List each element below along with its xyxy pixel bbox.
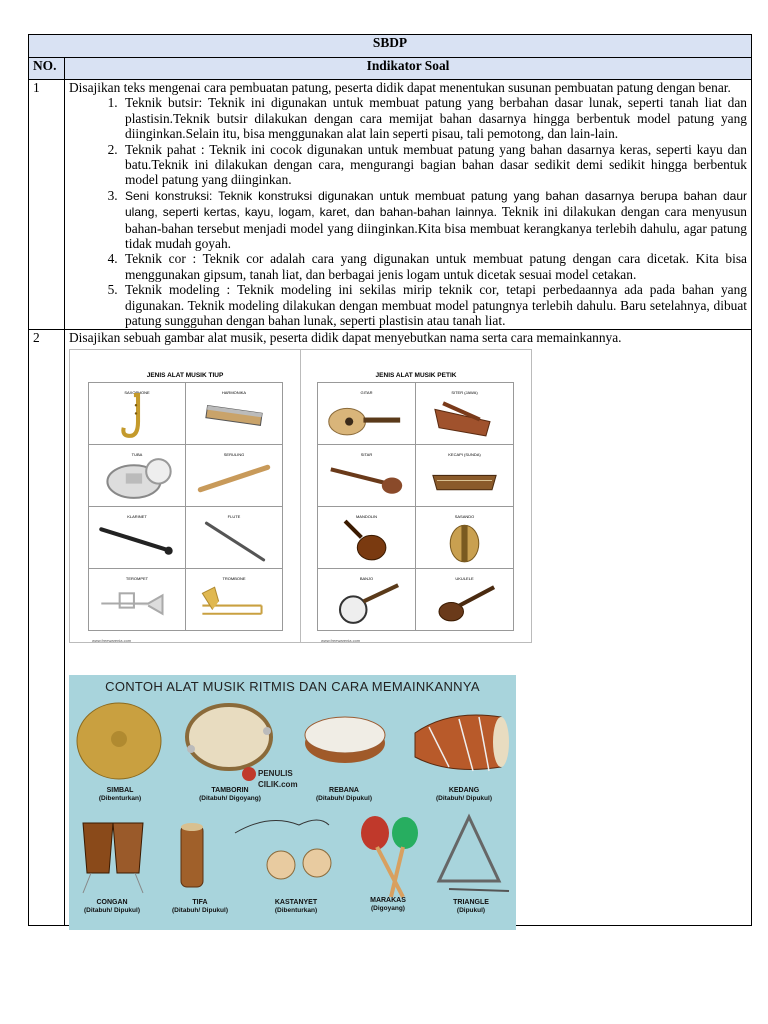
cymbal-icon <box>77 703 161 779</box>
table-row <box>29 329 752 925</box>
row-number: 1 <box>29 80 65 330</box>
string-instruments-image <box>300 349 532 643</box>
list-item: 2. Teknik pahat : Teknik ini cocok digunakan untuk membuat patung yang bahan dasarnya keras, seperti kayu dan batu.Teknik ini dilakukan dengan cara, mengurangi bagian bahan dasar sedikit demi sedikit hingga berbentuk model patung yang diinginkan. <box>121 142 747 188</box>
ukulele-icon <box>416 577 513 628</box>
tifa-label: TIFA (Ditabuh/ Dipukul) <box>172 898 228 914</box>
list-item-tail: Teknik ini dilakukan dengan cara menyusun bahan-bahan tersebut menjadi model yang diinginkan.Kita bisa membuat kerangkanya terlebih dahulu, agar patung tidak mudah goyah. <box>125 204 747 252</box>
terompet-cell: TEROMPET <box>89 569 186 631</box>
kedang-icon <box>415 715 509 771</box>
siter-cell: SITER (JAWA) <box>416 383 514 445</box>
tambourine-icon <box>187 705 271 769</box>
kastanyet-label: KASTANYET (Dibenturkan) <box>274 898 318 914</box>
conga-icon <box>83 823 143 893</box>
trombone-cell: TROMBONE <box>186 569 283 631</box>
tuba-icon <box>89 453 185 504</box>
row-intro: Disajikan teks mengenai cara pembuatan patung, peserta didik dapat menentukan susunan pembuatan patung dengan benar. <box>69 80 731 95</box>
indicator-table <box>28 34 752 926</box>
simbal-label: SIMBAL (Dibenturkan) <box>98 786 142 802</box>
pictures-area <box>69 345 747 925</box>
list-item-head: Seni konstruksi: Teknik konstruksi digunakan untuk membuat patung yang bahan dasarnya berupa bahan daur ulang, seperti kertas, kayu, logam, karet, dan bahan-bahan lainnya. <box>125 188 747 220</box>
congan-label: CONGAN (Ditabuh/ Dipukul) <box>84 898 140 914</box>
tifa-icon <box>181 823 203 887</box>
flute-bamboo-icon <box>186 453 282 504</box>
image-title: CONTOH ALAT MUSIK RITMIS DAN CARA MEMAINKANNYA <box>105 678 480 694</box>
wind-instruments-image <box>69 349 301 643</box>
banjo-icon <box>318 577 415 628</box>
maracas-icon <box>361 816 418 897</box>
string-grid <box>317 382 514 631</box>
tamborin-label: TAMBORIN (Ditabuh/ Digoyang) <box>199 786 261 802</box>
gitar-cell: GITAR <box>318 383 416 445</box>
technique-list <box>69 95 747 328</box>
tuba-cell: TUBA <box>89 445 186 507</box>
rebana-icon <box>305 717 385 763</box>
castanets-icon <box>235 820 331 879</box>
wind-grid <box>88 382 283 631</box>
list-item: 4. Teknik cor : Teknik cor adalah cara yang digunakan untuk membuat patung dengan cara dicetak. Kita bisa menggunakan gipsum, tanah liat, dan berbagai jenis logam untuk dicetak sesuai model cetakan. <box>121 251 747 282</box>
mandolin-icon <box>318 515 415 566</box>
panel-title: JENIS ALAT MUSIK TIUP <box>146 371 224 379</box>
watermark: www.freewarenia.com <box>321 637 361 643</box>
rhythmic-instruments-image <box>69 675 516 930</box>
watermark: www.freewarenia.com <box>92 637 132 643</box>
penulis-cilik-logo: PENULIS CILIK.com <box>242 767 298 789</box>
panel-title: JENIS ALAT MUSIK PETIK <box>375 371 457 379</box>
flute-icon <box>186 515 282 566</box>
klarinet-cell: KLARINET <box>89 507 186 569</box>
marakas-label: MARAKAS (Digoyang) <box>370 896 406 912</box>
saxophone-cell: SAXOPHONE <box>89 383 186 445</box>
zither-icon <box>416 391 513 442</box>
mandolin-cell: MANDOLIN <box>318 507 416 569</box>
trumpet-icon <box>89 577 185 628</box>
kecapi-icon <box>416 453 513 504</box>
saxophone-icon <box>89 391 185 442</box>
table-row <box>29 80 752 330</box>
guitar-icon <box>318 391 415 442</box>
triangle-label: TRIANGLE (Dipukul) <box>453 898 489 914</box>
rebana-label: REBANA (Ditabuh/ Dipukul) <box>316 786 372 802</box>
list-item <box>121 188 747 252</box>
column-header-no: NO. <box>29 58 65 80</box>
sitar-cell: SITAR <box>318 445 416 507</box>
banjo-cell: BANJO <box>318 569 416 631</box>
table-title: SBDP <box>29 35 752 58</box>
column-header-indicator: Indikator Soal <box>65 58 752 80</box>
seruling-cell: SERULING <box>186 445 283 507</box>
triangle-icon <box>439 817 509 891</box>
harmonika-cell: HARMONIKA <box>186 383 283 445</box>
list-item: 1. Teknik butsir: Teknik ini digunakan untuk membuat patung yang berbahan dasar lunak, seperti tanah liat dan plastisin.Teknik butsir dilakukan dengan cara memijat bahan dasarnya hingga berbentuk model patung yang diinginkan.Selain itu, bisa menggunakan alat lain seperti pisau, tali pemotong, dan lain-lain. <box>121 95 747 141</box>
sitar-icon <box>318 453 415 504</box>
sasando-cell: SASANDO <box>416 507 514 569</box>
row-number: 2 <box>29 329 65 925</box>
clarinet-icon <box>89 515 185 566</box>
sasando-icon <box>416 515 513 566</box>
kecapi-cell: KECAPI (SUNDA) <box>416 445 514 507</box>
row-intro: Disajikan sebuah gambar alat musik, peserta didik dapat menyebutkan nama serta cara memainkannya. <box>69 329 622 345</box>
kedang-label: KEDANG (Ditabuh/ Dipukul) <box>436 786 492 802</box>
list-item: 5. Teknik modeling : Teknik modeling ini sekilas mirip teknik cor, tetapi perbedaannya ada pada bahan yang digunakan. Teknik modeling dilakukan dengan membuat model patungnya terlebih dahulu. Baru setelahnya, dibuat patung sungguhan dengan bahan lunak, seperti plastisin atau tanah liat. <box>121 282 747 328</box>
ukulele-cell: UKULELE <box>416 569 514 631</box>
harmonica-icon <box>186 391 282 442</box>
flute-cell: FLUTE <box>186 507 283 569</box>
trombone-icon <box>186 577 282 628</box>
